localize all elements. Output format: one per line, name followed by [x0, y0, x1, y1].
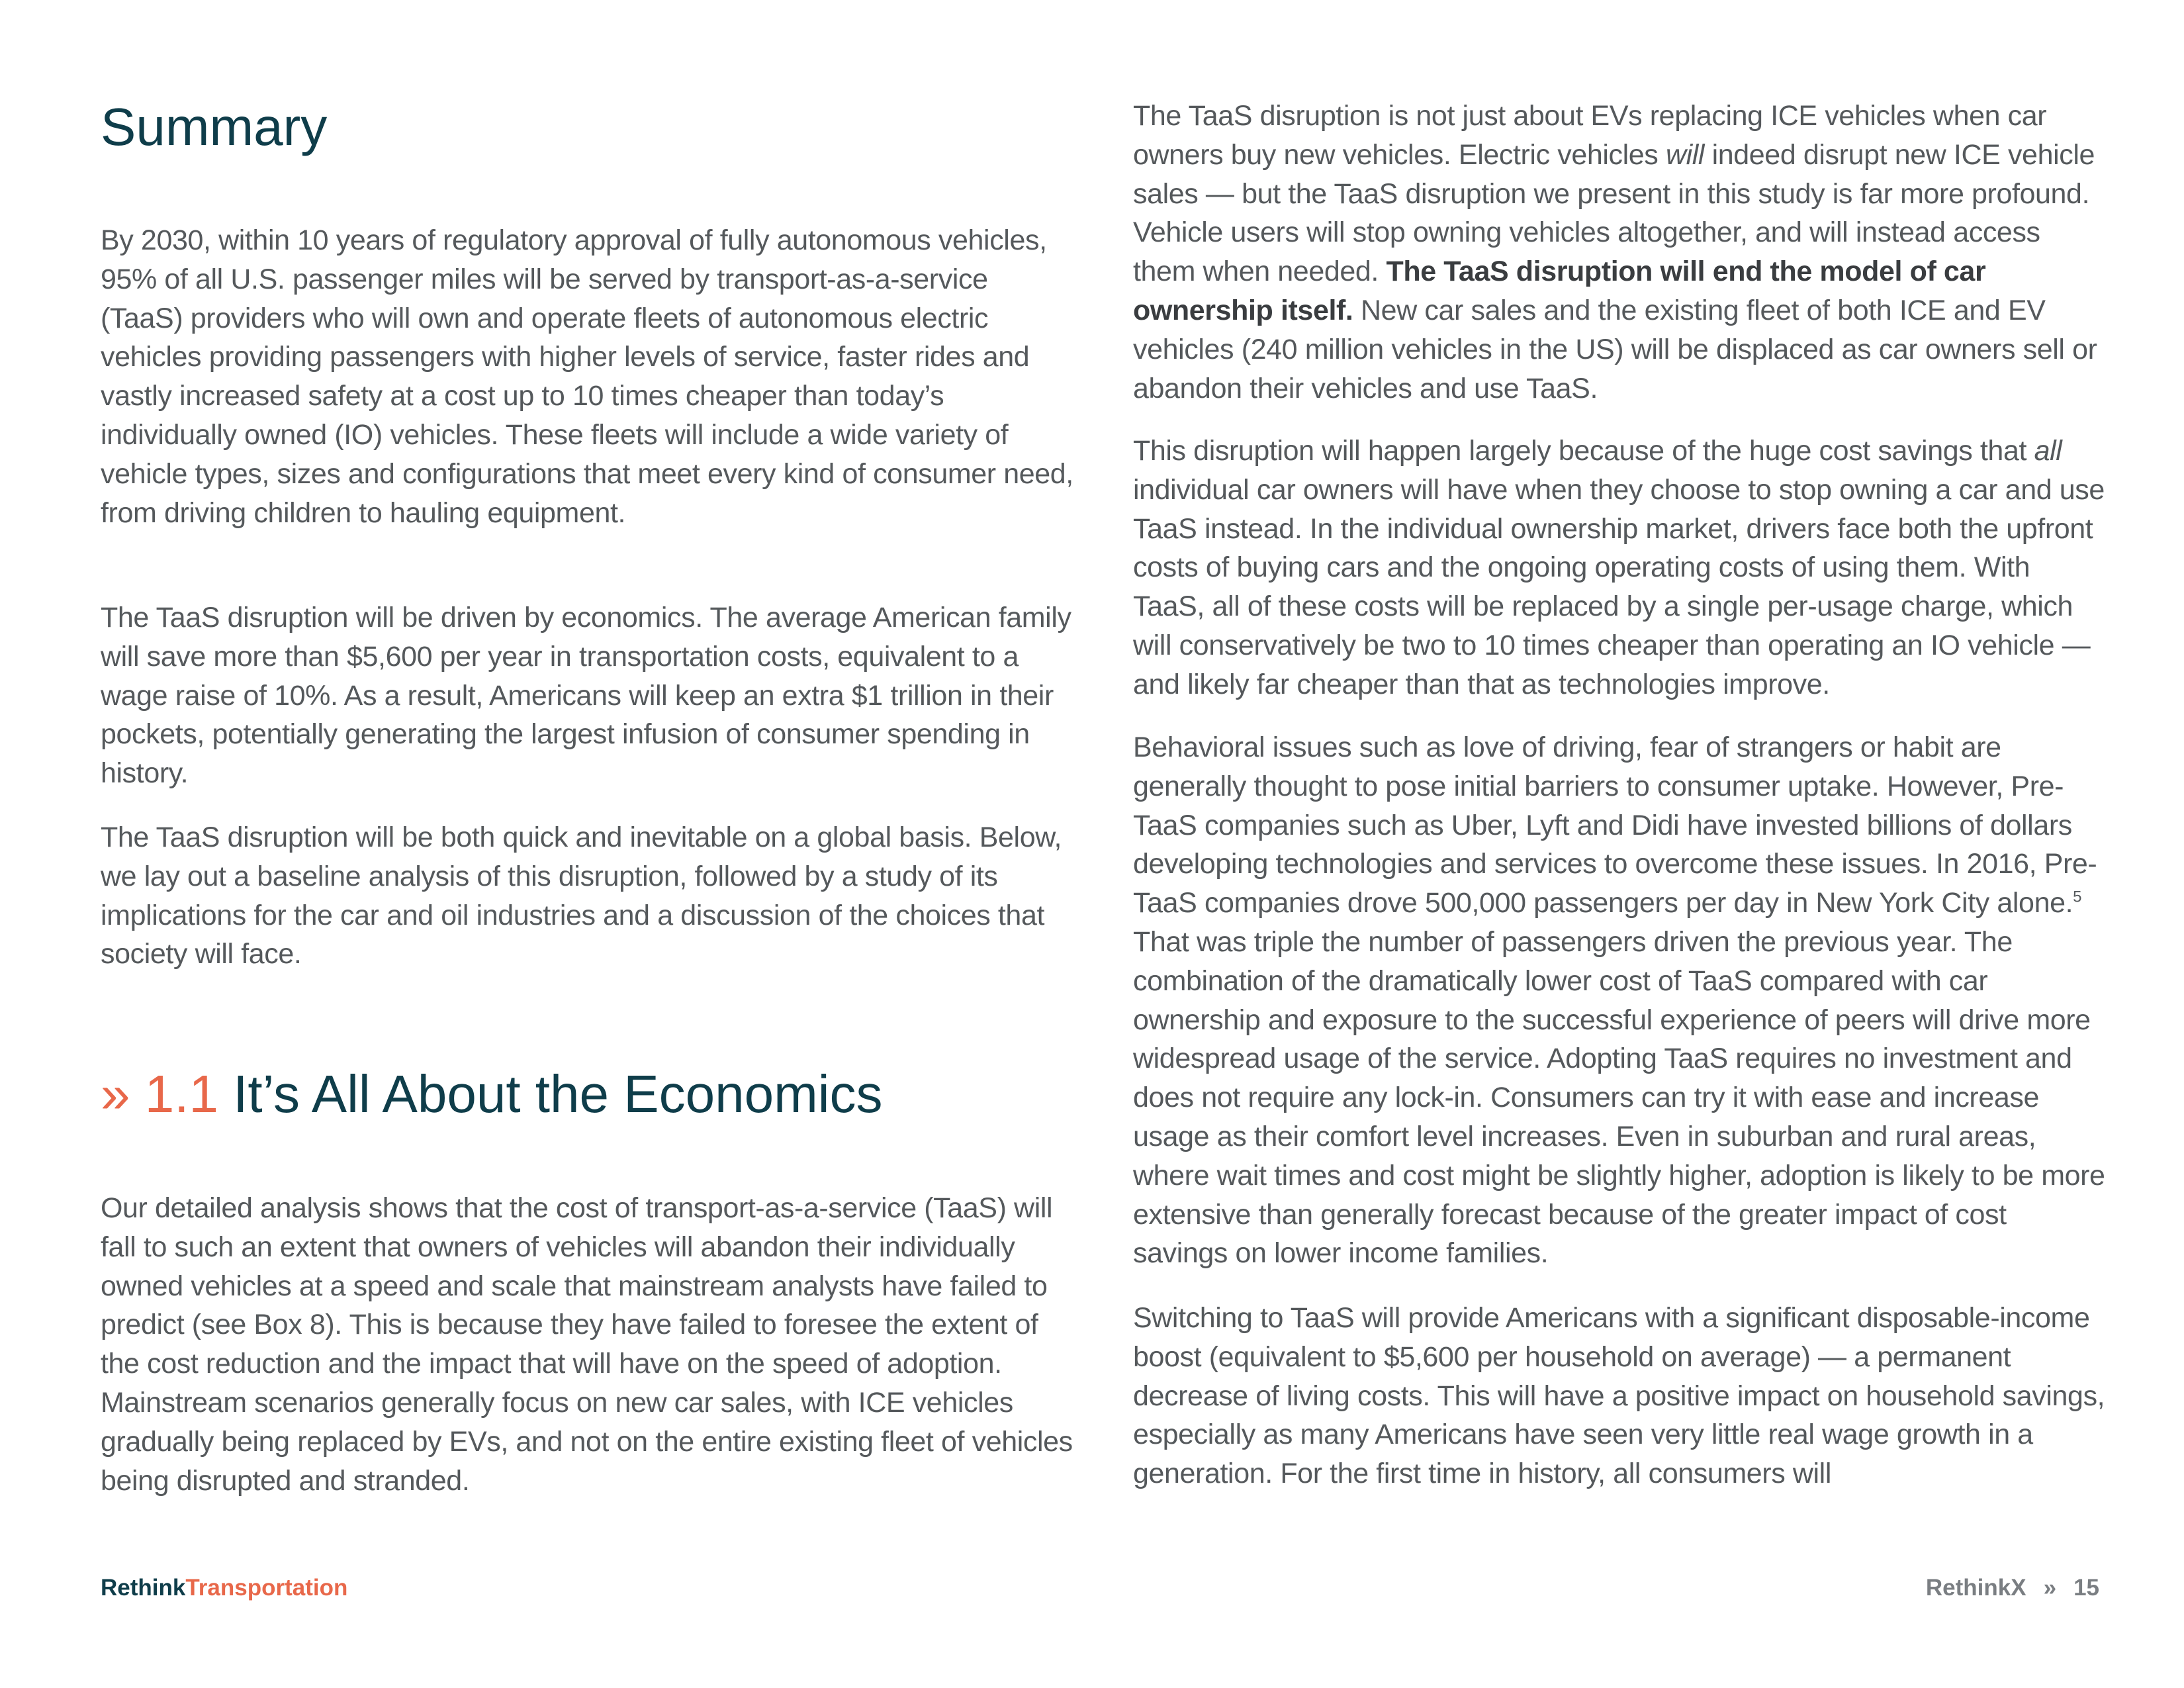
- footnote-marker: 5: [2073, 888, 2082, 906]
- text-run: That was triple the number of passengers driven the previous year. The combination of the dramatically lower cost of TaaS compared with car ownership and exposure to the successful experience of peers will drive more widespread usage of the service. Adopting TaaS requires no investment and does not require any lock-in. Consumers can try it with ease and increase usage as their comfort level increases. Even in suburban and rural areas, where wait times and cost might be slightly higher, adoption is likely to be more extensive than generally forecast because of the greater impact of cost savings on lower income families.: [1133, 925, 2105, 1270]
- footer-publisher: RethinkX: [1925, 1575, 2026, 1601]
- brand-part-transportation: Transportation: [185, 1575, 348, 1601]
- brand-part-rethink: Rethink: [101, 1575, 186, 1601]
- text-run: indeed disrupt new ICE vehicle sales — but the TaaS disruption we present in this study is far more profound. Vehicle users will stop owning vehicles altogether, and will instead access them when needed.: [1133, 138, 2095, 288]
- page-number: 15: [2073, 1575, 2099, 1601]
- right-paragraph-1: [1133, 97, 2106, 408]
- section-title: It’s All About the Economics: [233, 1064, 883, 1123]
- footer-page-info: [1926, 1573, 2099, 1603]
- text-run: individual car owners will have when they choose to stop owning a car and use TaaS instead. In the individual ownership market, drivers face both the upfront costs of buying cars and the ongoing operating costs of using them. With TaaS, all of these costs will be replaced by a single per-usage charge, which will conservatively be two to 10 times cheaper than operating an IO vehicle — and likely far cheaper than that as technologies improve.: [1133, 473, 2105, 700]
- footer-separator: »: [2043, 1575, 2057, 1601]
- summary-paragraph-3: The TaaS disruption will be both quick and inevitable on a global basis. Below, we lay out a baseline analysis of this disruption, followed by a study of its implications for the car and oil industries and a discussion of the choices that society will face.: [101, 821, 1062, 970]
- text-run: The TaaS disruption is not just about EVs replacing ICE vehicles when car owners buy new vehicles. Electric vehicles: [1133, 100, 2047, 171]
- text-run: New car sales and the existing fleet of both ICE and EV vehicles (240 million vehicles in the US) will be displaced as car owners sell or abandon their vehicles and use TaaS.: [1133, 294, 2097, 404]
- right-paragraph-2: [1133, 432, 2106, 704]
- summary-paragraph-2: The TaaS disruption will be driven by economics. The average American family will save more than $5,600 per year in transportation costs, equivalent to a wage raise of 10%. As a result, Americans will keep an extra $1 trillion in their pockets, potentially generating the largest infusion of consumer spending in history.: [101, 602, 1071, 790]
- section-number: 1.1: [144, 1064, 218, 1123]
- page-title: Summary: [101, 97, 328, 156]
- economics-paragraph: Our detailed analysis shows that the cost of transport-as-a-service (TaaS) will fall to such an extent that owners of vehicles will abandon their individually owned vehicles at a speed and scale that mainstream analysts have failed to predict (see Box 8). This is because they have failed to foresee the extent of the cost reduction and the impact that will have on the speed of adoption. Mainstream scenarios generally focus on new car sales, with ICE vehicles gradually being replaced by EVs, and not on the entire existing fleet of vehicles being disrupted and stranded.: [101, 1192, 1073, 1497]
- emphasis-text: will: [1665, 138, 1705, 171]
- section-heading: [101, 1061, 882, 1127]
- bold-text: The TaaS disruption will end the model of car ownership itself.: [1133, 256, 1986, 326]
- section-marker: »: [101, 1064, 130, 1123]
- emphasis-text: all: [2034, 435, 2062, 467]
- text-run: Behavioral issues such as love of driving, fear of strangers or habit are generally thought to pose initial barriers to consumer uptake. However, Pre-TaaS companies such as Uber, Lyft and Didi have invested billions of dollars developing technologies and services to overcome these issues. In 2016, Pre-TaaS companies drove 500,000 passengers per day in New York City alone.: [1133, 731, 2097, 919]
- right-paragraph-4: Switching to TaaS will provide Americans with a significant disposable-income boost (equivalent to $5,600 per household on average) — a permanent decrease of living costs. This will have a positive impact on household savings, especially as many Americans have seen very little real wage growth in a generation. For the first time in history, all consumers will: [1133, 1302, 2105, 1490]
- right-paragraph-3: [1133, 728, 2106, 1273]
- footer-brand: [101, 1573, 347, 1603]
- text-run: This disruption will happen largely because of the huge cost savings that: [1133, 435, 2034, 467]
- summary-paragraph-1: By 2030, within 10 years of regulatory approval of fully autonomous vehicles, 95% of all U.S. passenger miles will be served by transport-as-a-service (TaaS) providers who will own and operate fleets of autonomous electric vehicles providing passengers with higher levels of service, faster rides and vastly increased safety at a cost up to 10 times cheaper than today’s individually owned (IO) vehicles. These fleets will include a wide variety of vehicle types, sizes and configurations that meet every kind of consumer need, from driving children to hauling equipment.: [101, 224, 1073, 529]
